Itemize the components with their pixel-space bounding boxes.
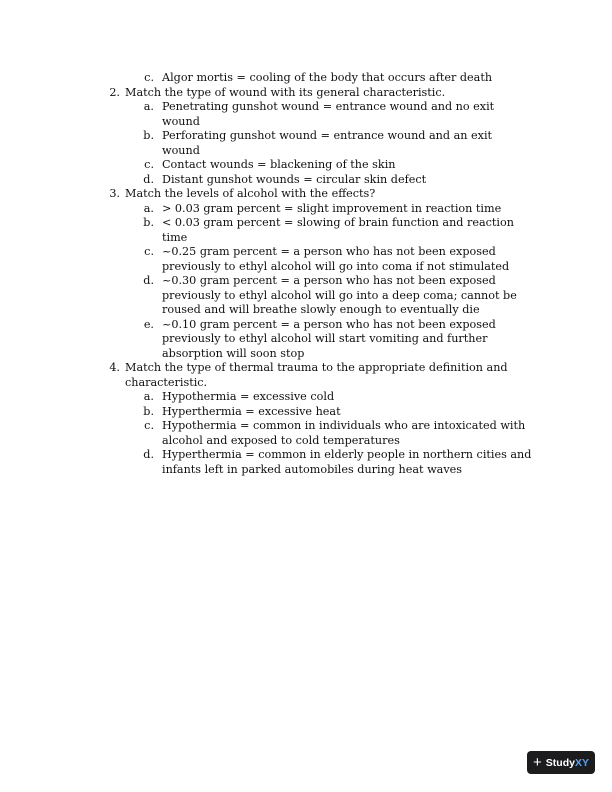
answer-item [0, 405, 612, 420]
item-text: Hyperthermia = common in elderly people in northern cities and [162, 448, 532, 461]
item-text: Contact wounds = blackening of the skin [162, 158, 396, 171]
list-marker: a. [143, 100, 154, 113]
continuation-line [0, 289, 612, 304]
answer-item [0, 202, 612, 217]
answer-item [0, 318, 612, 333]
continuation-line [0, 347, 612, 362]
item-text: characteristic. [125, 375, 208, 389]
answer-item [0, 419, 612, 434]
item-text: Match the type of wound with its general characteristic. [125, 85, 446, 99]
continuation-line [0, 144, 612, 159]
list-marker: d. [143, 274, 154, 287]
list-marker: 3. [109, 187, 120, 200]
answer-item [0, 448, 612, 463]
list-marker: b. [143, 404, 154, 418]
answer-item [0, 390, 612, 405]
item-text: ~0.10 gram percent = a person who has not been exposed [162, 317, 496, 331]
answer-item [0, 129, 612, 144]
list-marker: c. [144, 71, 154, 84]
continuation-line [0, 332, 612, 347]
continuation-line [0, 260, 612, 275]
list-marker: 4. [109, 361, 120, 374]
brand-accent: XY [574, 756, 589, 769]
list-marker: d. [143, 448, 154, 461]
item-text: ~0.30 gram percent = a person who has not been exposed [162, 274, 496, 287]
plus-icon: + [533, 753, 542, 771]
studyxy-badge[interactable] [527, 751, 595, 774]
list-marker: 2. [109, 85, 120, 99]
item-text: alcohol and exposed to cold temperatures [162, 433, 400, 447]
item-text: Match the type of thermal trauma to the appropriate definition and [125, 361, 508, 374]
item-text: Hypothermia = excessive cold [162, 390, 335, 403]
continuation-line [0, 231, 612, 246]
item-text: > 0.03 gram percent = slight improvement in reaction time [162, 201, 502, 215]
item-text: previously to ethyl alcohol will start vomiting and further [162, 332, 488, 345]
item-text: Algor mortis = cooling of the body that occurs after death [162, 71, 493, 84]
answer-item [0, 100, 612, 115]
list-marker: c. [144, 419, 154, 432]
list-marker: c. [144, 245, 154, 258]
question-item [0, 86, 612, 101]
continuation-line [0, 303, 612, 318]
list-marker: d. [143, 172, 154, 186]
item-text: previously to ethyl alcohol will go into coma if not stimulated [162, 259, 510, 273]
item-text: time [162, 230, 188, 244]
item-text: Match the levels of alcohol with the effects? [125, 187, 376, 200]
answer-item [0, 173, 612, 188]
answer-item [0, 71, 612, 86]
brand-name [546, 757, 589, 769]
item-text: absorption will soon stop [162, 346, 305, 360]
continuation-line [0, 376, 612, 391]
list-marker: a. [143, 390, 154, 403]
item-text: Hypothermia = common in individuals who are intoxicated with [162, 419, 526, 432]
item-text: Penetrating gunshot wound = entrance wound and no exit [162, 100, 495, 113]
list-marker: b. [143, 216, 154, 229]
item-text: previously to ethyl alcohol will go into a deep coma; cannot be [162, 288, 517, 302]
brand-main: Study [545, 756, 575, 769]
continuation-line [0, 115, 612, 130]
question-item [0, 187, 612, 202]
list-marker: e. [143, 317, 154, 331]
item-text: wound [162, 143, 200, 157]
item-text: roused and will breathe slowly enough to eventually die [162, 303, 480, 316]
question-item [0, 361, 612, 376]
answer-item [0, 274, 612, 289]
answer-item [0, 158, 612, 173]
item-text: infants left in parked automobiles during heat waves [162, 462, 462, 476]
answer-item [0, 216, 612, 231]
item-text: < 0.03 gram percent = slowing of brain function and reaction [162, 216, 514, 229]
continuation-line [0, 434, 612, 449]
list-marker: a. [143, 201, 154, 215]
document-body [0, 71, 612, 477]
item-text: Hyperthermia = excessive heat [162, 404, 341, 418]
item-text: Perforating gunshot wound = entrance wound and an exit [162, 129, 493, 142]
answer-item [0, 245, 612, 260]
continuation-line [0, 463, 612, 478]
list-marker: c. [144, 158, 154, 171]
item-text: wound [162, 114, 200, 128]
list-marker: b. [143, 129, 154, 142]
item-text: ~0.25 gram percent = a person who has not been exposed [162, 245, 496, 258]
item-text: Distant gunshot wounds = circular skin defect [162, 172, 427, 186]
